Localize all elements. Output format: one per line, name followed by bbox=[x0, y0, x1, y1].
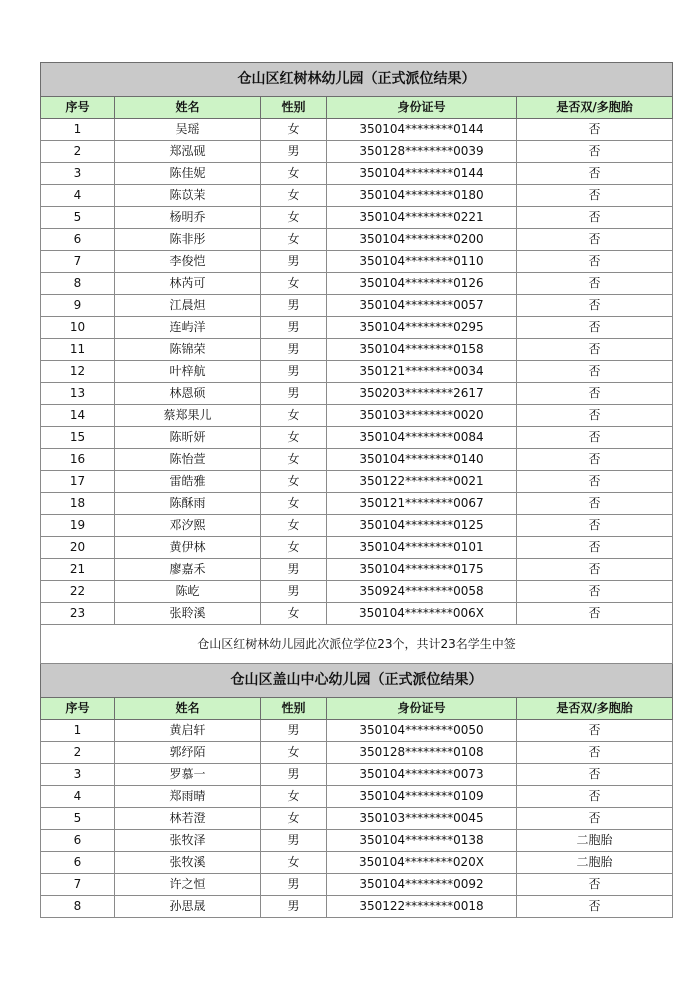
cell-twins: 否 bbox=[517, 383, 673, 405]
cell-twins: 二胞胎 bbox=[517, 852, 673, 874]
header-id-number: 身份证号 bbox=[327, 97, 517, 119]
cell-name: 杨明乔 bbox=[115, 207, 261, 229]
cell-gender: 男 bbox=[261, 559, 327, 581]
cell-twins: 否 bbox=[517, 515, 673, 537]
cell-name: 江晨炟 bbox=[115, 295, 261, 317]
cell-twins: 否 bbox=[517, 295, 673, 317]
cell-gender: 女 bbox=[261, 163, 327, 185]
cell-index: 6 bbox=[41, 852, 115, 874]
cell-index: 19 bbox=[41, 515, 115, 537]
column-header-row bbox=[41, 698, 673, 720]
cell-index: 4 bbox=[41, 185, 115, 207]
cell-twins: 二胞胎 bbox=[517, 830, 673, 852]
cell-name: 罗慕一 bbox=[115, 764, 261, 786]
cell-gender: 女 bbox=[261, 603, 327, 625]
table-row bbox=[41, 383, 673, 405]
table-row bbox=[41, 185, 673, 207]
cell-name: 陈屹 bbox=[115, 581, 261, 603]
header-gender: 性别 bbox=[261, 97, 327, 119]
cell-index: 6 bbox=[41, 229, 115, 251]
cell-gender: 男 bbox=[261, 361, 327, 383]
cell-twins: 否 bbox=[517, 229, 673, 251]
table-row bbox=[41, 207, 673, 229]
table-row bbox=[41, 471, 673, 493]
table-row bbox=[41, 764, 673, 786]
cell-gender: 女 bbox=[261, 808, 327, 830]
cell-name: 许之恒 bbox=[115, 874, 261, 896]
cell-twins: 否 bbox=[517, 207, 673, 229]
header-name: 姓名 bbox=[115, 698, 261, 720]
cell-id-number: 350104********0180 bbox=[327, 185, 517, 207]
cell-index: 23 bbox=[41, 603, 115, 625]
cell-twins: 否 bbox=[517, 537, 673, 559]
table-row bbox=[41, 361, 673, 383]
cell-index: 18 bbox=[41, 493, 115, 515]
cell-name: 陈昕妍 bbox=[115, 427, 261, 449]
placement-results-sheet bbox=[40, 62, 672, 918]
cell-name: 陈锦荣 bbox=[115, 339, 261, 361]
cell-name: 孙思晟 bbox=[115, 896, 261, 918]
cell-gender: 女 bbox=[261, 515, 327, 537]
table-row bbox=[41, 295, 673, 317]
header-index: 序号 bbox=[41, 97, 115, 119]
table-row bbox=[41, 229, 673, 251]
cell-name: 蔡郑果儿 bbox=[115, 405, 261, 427]
cell-gender: 女 bbox=[261, 229, 327, 251]
cell-id-number: 350104********0295 bbox=[327, 317, 517, 339]
cell-gender: 男 bbox=[261, 383, 327, 405]
cell-id-number: 350104********006X bbox=[327, 603, 517, 625]
table-row bbox=[41, 742, 673, 764]
header-gender: 性别 bbox=[261, 698, 327, 720]
section-title: 仓山区盖山中心幼儿园（正式派位结果） bbox=[41, 664, 673, 698]
table-row bbox=[41, 852, 673, 874]
cell-twins: 否 bbox=[517, 764, 673, 786]
cell-gender: 女 bbox=[261, 852, 327, 874]
cell-twins: 否 bbox=[517, 361, 673, 383]
cell-index: 16 bbox=[41, 449, 115, 471]
cell-index: 3 bbox=[41, 163, 115, 185]
header-id-number: 身份证号 bbox=[327, 698, 517, 720]
table-row bbox=[41, 427, 673, 449]
cell-gender: 女 bbox=[261, 786, 327, 808]
cell-id-number: 350924********0058 bbox=[327, 581, 517, 603]
cell-gender: 女 bbox=[261, 742, 327, 764]
cell-gender: 女 bbox=[261, 471, 327, 493]
table-row bbox=[41, 449, 673, 471]
cell-gender: 男 bbox=[261, 830, 327, 852]
cell-id-number: 350121********0034 bbox=[327, 361, 517, 383]
table-row bbox=[41, 830, 673, 852]
cell-index: 2 bbox=[41, 141, 115, 163]
cell-name: 林恩硕 bbox=[115, 383, 261, 405]
cell-name: 林若澄 bbox=[115, 808, 261, 830]
table-row bbox=[41, 141, 673, 163]
cell-id-number: 350128********0039 bbox=[327, 141, 517, 163]
header-index: 序号 bbox=[41, 698, 115, 720]
table-row bbox=[41, 405, 673, 427]
cell-name: 连屿洋 bbox=[115, 317, 261, 339]
table-row bbox=[41, 251, 673, 273]
cell-name: 林芮可 bbox=[115, 273, 261, 295]
cell-gender: 男 bbox=[261, 764, 327, 786]
cell-id-number: 350104********0175 bbox=[327, 559, 517, 581]
cell-index: 15 bbox=[41, 427, 115, 449]
cell-name: 张聆溪 bbox=[115, 603, 261, 625]
cell-id-number: 350104********0050 bbox=[327, 720, 517, 742]
cell-name: 黄伊林 bbox=[115, 537, 261, 559]
cell-index: 5 bbox=[41, 808, 115, 830]
cell-id-number: 350103********0020 bbox=[327, 405, 517, 427]
table-row bbox=[41, 874, 673, 896]
cell-twins: 否 bbox=[517, 163, 673, 185]
cell-gender: 男 bbox=[261, 874, 327, 896]
table-row bbox=[41, 317, 673, 339]
cell-twins: 否 bbox=[517, 339, 673, 361]
cell-id-number: 350104********0144 bbox=[327, 163, 517, 185]
placement-results-table bbox=[40, 62, 673, 918]
cell-index: 7 bbox=[41, 874, 115, 896]
cell-name: 郭纾陌 bbox=[115, 742, 261, 764]
table-row bbox=[41, 119, 673, 141]
cell-twins: 否 bbox=[517, 720, 673, 742]
cell-id-number: 350104********0221 bbox=[327, 207, 517, 229]
cell-index: 12 bbox=[41, 361, 115, 383]
cell-name: 雷皓雅 bbox=[115, 471, 261, 493]
cell-name: 李俊恺 bbox=[115, 251, 261, 273]
cell-index: 3 bbox=[41, 764, 115, 786]
cell-id-number: 350104********0125 bbox=[327, 515, 517, 537]
table-row bbox=[41, 896, 673, 918]
cell-gender: 女 bbox=[261, 119, 327, 141]
cell-twins: 否 bbox=[517, 273, 673, 295]
cell-index: 22 bbox=[41, 581, 115, 603]
cell-index: 13 bbox=[41, 383, 115, 405]
cell-gender: 男 bbox=[261, 581, 327, 603]
cell-twins: 否 bbox=[517, 581, 673, 603]
cell-twins: 否 bbox=[517, 603, 673, 625]
table-row bbox=[41, 559, 673, 581]
cell-id-number: 350104********0057 bbox=[327, 295, 517, 317]
cell-index: 1 bbox=[41, 720, 115, 742]
cell-index: 17 bbox=[41, 471, 115, 493]
cell-gender: 女 bbox=[261, 493, 327, 515]
cell-index: 7 bbox=[41, 251, 115, 273]
cell-name: 陈佳妮 bbox=[115, 163, 261, 185]
cell-index: 14 bbox=[41, 405, 115, 427]
cell-twins: 否 bbox=[517, 427, 673, 449]
cell-twins: 否 bbox=[517, 317, 673, 339]
cell-id-number: 350104********0084 bbox=[327, 427, 517, 449]
cell-index: 9 bbox=[41, 295, 115, 317]
cell-index: 6 bbox=[41, 830, 115, 852]
cell-gender: 女 bbox=[261, 449, 327, 471]
section-summary: 仓山区红树林幼儿园此次派位学位23个，共计23名学生中签 bbox=[41, 625, 673, 664]
table-row bbox=[41, 603, 673, 625]
cell-gender: 男 bbox=[261, 251, 327, 273]
cell-index: 11 bbox=[41, 339, 115, 361]
cell-index: 10 bbox=[41, 317, 115, 339]
cell-gender: 男 bbox=[261, 141, 327, 163]
cell-id-number: 350104********0158 bbox=[327, 339, 517, 361]
cell-gender: 男 bbox=[261, 896, 327, 918]
cell-id-number: 350104********0073 bbox=[327, 764, 517, 786]
cell-name: 廖嘉禾 bbox=[115, 559, 261, 581]
cell-twins: 否 bbox=[517, 141, 673, 163]
cell-id-number: 350104********020X bbox=[327, 852, 517, 874]
cell-name: 张牧泽 bbox=[115, 830, 261, 852]
cell-index: 21 bbox=[41, 559, 115, 581]
table-row bbox=[41, 581, 673, 603]
cell-twins: 否 bbox=[517, 559, 673, 581]
cell-gender: 女 bbox=[261, 537, 327, 559]
cell-twins: 否 bbox=[517, 874, 673, 896]
cell-twins: 否 bbox=[517, 119, 673, 141]
cell-index: 8 bbox=[41, 273, 115, 295]
cell-gender: 女 bbox=[261, 185, 327, 207]
section-title: 仓山区红树林幼儿园（正式派位结果） bbox=[41, 63, 673, 97]
cell-index: 1 bbox=[41, 119, 115, 141]
cell-id-number: 350104********0126 bbox=[327, 273, 517, 295]
cell-index: 4 bbox=[41, 786, 115, 808]
cell-id-number: 350104********0109 bbox=[327, 786, 517, 808]
cell-id-number: 350104********0140 bbox=[327, 449, 517, 471]
cell-id-number: 350121********0067 bbox=[327, 493, 517, 515]
cell-id-number: 350122********0021 bbox=[327, 471, 517, 493]
cell-twins: 否 bbox=[517, 493, 673, 515]
cell-twins: 否 bbox=[517, 251, 673, 273]
table-row bbox=[41, 339, 673, 361]
cell-twins: 否 bbox=[517, 471, 673, 493]
cell-twins: 否 bbox=[517, 896, 673, 918]
cell-index: 8 bbox=[41, 896, 115, 918]
cell-twins: 否 bbox=[517, 405, 673, 427]
section-summary-row bbox=[41, 625, 673, 664]
header-name: 姓名 bbox=[115, 97, 261, 119]
cell-gender: 男 bbox=[261, 720, 327, 742]
cell-name: 邓汐熙 bbox=[115, 515, 261, 537]
cell-twins: 否 bbox=[517, 808, 673, 830]
cell-id-number: 350104********0138 bbox=[327, 830, 517, 852]
cell-name: 张牧溪 bbox=[115, 852, 261, 874]
cell-name: 黄启轩 bbox=[115, 720, 261, 742]
cell-name: 叶梓航 bbox=[115, 361, 261, 383]
section-title-row bbox=[41, 664, 673, 698]
cell-id-number: 350203********2617 bbox=[327, 383, 517, 405]
table-row bbox=[41, 273, 673, 295]
table-row bbox=[41, 720, 673, 742]
cell-id-number: 350104********0200 bbox=[327, 229, 517, 251]
cell-gender: 男 bbox=[261, 339, 327, 361]
cell-gender: 女 bbox=[261, 207, 327, 229]
cell-index: 5 bbox=[41, 207, 115, 229]
section-title-row bbox=[41, 63, 673, 97]
table-row bbox=[41, 493, 673, 515]
cell-gender: 男 bbox=[261, 295, 327, 317]
cell-twins: 否 bbox=[517, 742, 673, 764]
cell-name: 吴瑶 bbox=[115, 119, 261, 141]
cell-index: 2 bbox=[41, 742, 115, 764]
column-header-row bbox=[41, 97, 673, 119]
table-row bbox=[41, 163, 673, 185]
header-twins: 是否双/多胞胎 bbox=[517, 97, 673, 119]
cell-twins: 否 bbox=[517, 449, 673, 471]
header-twins: 是否双/多胞胎 bbox=[517, 698, 673, 720]
cell-name: 陈非彤 bbox=[115, 229, 261, 251]
cell-name: 郑雨晴 bbox=[115, 786, 261, 808]
cell-id-number: 350104********0144 bbox=[327, 119, 517, 141]
cell-id-number: 350128********0108 bbox=[327, 742, 517, 764]
cell-twins: 否 bbox=[517, 185, 673, 207]
cell-id-number: 350122********0018 bbox=[327, 896, 517, 918]
cell-id-number: 350104********0110 bbox=[327, 251, 517, 273]
cell-index: 20 bbox=[41, 537, 115, 559]
cell-id-number: 350104********0101 bbox=[327, 537, 517, 559]
cell-name: 陈酥雨 bbox=[115, 493, 261, 515]
cell-name: 陈怡萱 bbox=[115, 449, 261, 471]
table-row bbox=[41, 808, 673, 830]
cell-id-number: 350103********0045 bbox=[327, 808, 517, 830]
cell-id-number: 350104********0092 bbox=[327, 874, 517, 896]
cell-name: 郑泓砚 bbox=[115, 141, 261, 163]
table-row bbox=[41, 515, 673, 537]
cell-gender: 男 bbox=[261, 317, 327, 339]
cell-twins: 否 bbox=[517, 786, 673, 808]
table-row bbox=[41, 537, 673, 559]
cell-gender: 女 bbox=[261, 273, 327, 295]
cell-gender: 女 bbox=[261, 427, 327, 449]
cell-name: 陈苡茉 bbox=[115, 185, 261, 207]
table-row bbox=[41, 786, 673, 808]
cell-gender: 女 bbox=[261, 405, 327, 427]
